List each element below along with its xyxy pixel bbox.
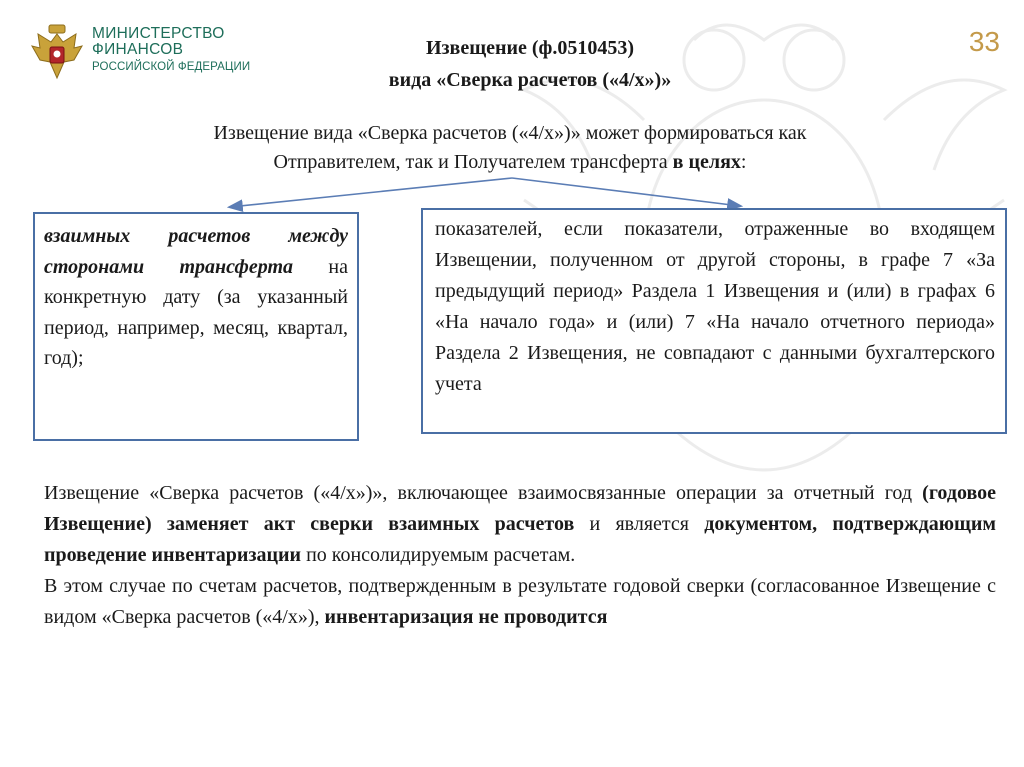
intro-line-1: Извещение вида «Сверка расчетов («4/х»)» может формироваться как xyxy=(213,122,807,144)
intro-text xyxy=(80,119,940,177)
p1-bold-2: документом, подтверждающим проведение инвентаризации xyxy=(44,513,997,566)
ministry-logo xyxy=(30,24,270,86)
double-headed-eagle-icon xyxy=(30,24,84,82)
intro-bold-purpose: в целях xyxy=(672,151,741,173)
title-line-1: Извещение (ф.0510453) xyxy=(425,37,635,59)
logo-line-finance: ФИНАНСОВ xyxy=(92,41,184,59)
bottom-text xyxy=(44,478,996,633)
purpose-box-indicators xyxy=(421,208,1007,434)
intro-colon: : xyxy=(740,151,747,173)
intro-line-2 xyxy=(80,148,940,177)
box-left-text: на конкретную дату (за указанный период, например, месяц, квартал, год); xyxy=(44,255,348,369)
intro-line-2-text: Отправителем, так и Получателем трансферта xyxy=(273,151,673,173)
purpose-box-mutual-settlements xyxy=(33,212,359,441)
box-right-text: показателей, если показатели, отраженные во входящем Извещении, полученном от другой стороны, в графе 7 «За предыдущий период» Раздела 1 Извещения и (или) в графах 6 «На начало года» и (или) 7 «На начало отчетного периода» Раздела 2 Извещения, не совпадают с данными бухгалтерского учета xyxy=(435,218,995,395)
p2-text-1: В этом случае по счетам расчетов, подтвержденным в результате годовой сверки (согласованное Извещение с видом «Сверка расчетов («4/х»), xyxy=(44,575,996,628)
p1-text-3: по консолидируемым расчетам. xyxy=(301,544,576,566)
p1-text-1: Извещение «Сверка расчетов («4/х»)», включающее взаимосвязанные операции за отчетный год xyxy=(44,482,923,504)
p2-bold-1: инвентаризация не проводится xyxy=(324,606,608,628)
p1-bold-1: (годовое Извещение) заменяет акт сверки взаимных расчетов xyxy=(44,482,996,535)
box-left-bold-italic: взаимных расчетов между сторонами трансферта xyxy=(44,225,348,278)
paragraph-inventory xyxy=(44,571,996,633)
paragraph-annual-notice xyxy=(44,478,996,571)
logo-line-federation: РОССИЙСКОЙ ФЕДЕРАЦИИ xyxy=(92,60,251,73)
slide-title xyxy=(280,32,780,96)
p1-text-2: и является xyxy=(574,513,705,535)
title-line-2: вида «Сверка расчетов («4/х»)» xyxy=(388,69,672,91)
page-number: 33 xyxy=(968,26,1000,57)
logo-line-ministry: МИНИСТЕРСТВО xyxy=(92,25,225,42)
